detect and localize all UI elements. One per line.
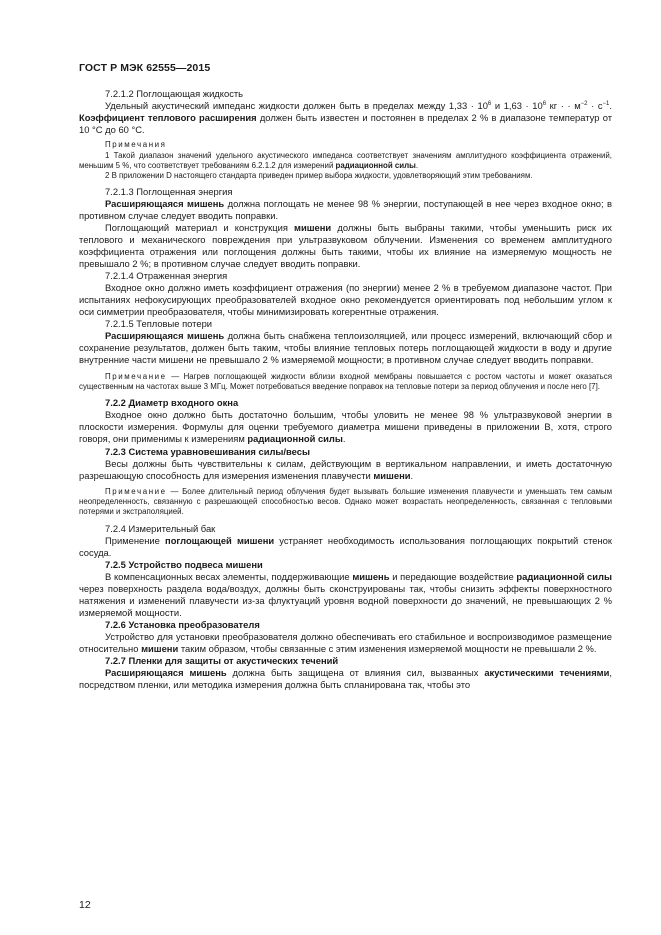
paragraph-7-2-1-4: Входное окно должно иметь коэффициент отражения (по энергии) менее 2 % в требуемом диапазоне частот. При испытаниях нефокусирующих преобразователей входное окно рекомендуется ориентировать под небольшим углом к оси симметрии преобразователя, чтобы минимизировать когерентные отражения. (79, 282, 612, 318)
section-heading-7-2-1-3: 7.2.1.3 Поглощенная энергия (105, 185, 233, 197)
paragraph-7-2-1-2: Удельный акустический импеданс жидкости должен быть в пределах между $1,33 \cdot 10^6$ и $1,63 \cdot 10^6$ кг · · $м^{-2} \cdot с^{-1}$. Коэффициент теплового расширения должен быть известен и постоянен в пределах 2 % в диапазоне температур от 10 °С до 60 °С. (79, 100, 612, 136)
section-heading-7-2-1-2: 7.2.1.2 Поглощающая жидкость (105, 88, 244, 99)
notes-title: Примечания (105, 140, 167, 150)
note-7-2-1-5: Примечание — Нагрев поглощающей жидкости вблизи входной мембраны повышается с ростом частоты и может оказаться существенным на частотах выше 3 МГц. Может потребоваться введение поправок на тепловые потери за период облучения и после него [7]. (79, 371, 612, 391)
notes-block-1 (79, 140, 612, 182)
paragraph-7-2-1-5: Расширяющаяся мишень должна быть снабжена теплоизоляцией, или процесс измерений, включающий сбор и сохранение результатов, должен быть таким, чтобы влияние тепловых потерь поглощающей жидкости в воду и другие внутренние части мишени не превышало 2 % измеряемой мощности; в противном случае следует вводить поправки. (79, 330, 612, 366)
section-heading-7-2-6: 7.2.6 Установка преобразователя (105, 619, 260, 631)
page-number: 12 (79, 899, 91, 911)
note-7-2-3: Примечание — Более длительный период облучения будет вызывать большие изменения плавучести и уменьшать тем самым неопределенность, связанную с разрешающей способностью весов. Однако может возрастать неопределенность, связанная с тепловыми потерями и экстраполяцией. (79, 486, 612, 517)
section-heading-7-2-5: 7.2.5 Устройство подвеса мишени (105, 559, 263, 571)
paragraph-7-2-5: В компенсационных весах элементы, поддерживающие мишень и передающие воздействие радиационной силы через поверхность раздела вода/воздух, должны быть сконструированы так, чтобы снизить эффекты поверхностного натяжения и изменений плавучести из-за флуктуаций уровня водной поверхности до значений, не превышающих 2 % измеряемой мощности. (79, 571, 612, 619)
document-body (79, 88, 612, 692)
section-heading-7-2-2: 7.2.2 Диаметр входного окна (105, 397, 239, 409)
paragraph-7-2-3: Весы должны быть чувствительны к силам, действующим в вертикальном направлении, и иметь достаточную разрешающую способность для измерения изменения плавучести мишени. (79, 457, 612, 481)
note-item-1: 1 Такой диапазон значений удельного акустического импеданса соответствует значениям амплитудного коэффициента отражений, меньшим 5 %, что соответствует требованиям 6.2.1.2 для измерений радиационной силы. (79, 150, 612, 170)
paragraph-7-2-7: Расширяющаяся мишень должна быть защищена от влияния сил, вызванных акустическими течениями, посредством пленки, или методика измерения должна быть спланирована так, чтобы это (79, 667, 612, 691)
note-block-3 (79, 487, 612, 518)
page-header: ГОСТ Р МЭК 62555—2015 (79, 62, 211, 74)
note-block-2 (79, 372, 612, 393)
note-item-2: 2 В приложении D настоящего стандарта приведен пример выбора жидкости, удовлетворяющий этим требованиям. (105, 171, 533, 181)
section-heading-7-2-7: 7.2.7 Пленки для защиты от акустических течений (105, 655, 339, 667)
section-heading-7-2-1-4: 7.2.1.4 Отраженная энергия (105, 270, 228, 282)
paragraph-7-2-2: Входное окно должно быть достаточно большим, чтобы уловить не менее 98 % ультразвуковой энергии в плоскости измерения. Формулы для оценки требуемого диаметра мишени приведены в приложении B, хотя, строго говоря, они применимы к измерениям радиационной силы. (79, 409, 612, 445)
section-heading-7-2-1-5: 7.2.1.5 Тепловые потери (105, 318, 213, 330)
paragraph-7-2-6: Устройство для установки преобразователя должно обеспечивать его стабильное и воспроизводимое размещение относительно мишени таким образом, чтобы связанные с этим изменения измеряемой мощности не превышали 2 %. (79, 631, 612, 655)
paragraph-7-2-1-3-b: Поглощающий материал и конструкция мишени должны быть выбраны такими, чтобы уменьшить риск их теплового и механического повреждения при ультразвуковом облучении. Изменения со временем амплитудного коэффициента отражения или поглощения должны быть такими, чтобы их влияние на измеряемую мощность не превышало 2 %; в противном случае следует вводить поправки. (79, 221, 612, 270)
paragraph-7-2-1-3-a: Расширяющаяся мишень должна поглощать не менее 98 % энергии, поступающей в нее через входное окно; в противном случае следует вводить поправки. (79, 197, 612, 221)
paragraph-7-2-4: Применение поглощающей мишени устраняет необходимость использования поглощающих покрытий стенок сосуда. (79, 534, 612, 558)
section-heading-7-2-3: 7.2.3 Система уравновешивания силы/весы (105, 445, 310, 457)
section-heading-7-2-4: 7.2.4 Измерительный бак (105, 522, 216, 534)
